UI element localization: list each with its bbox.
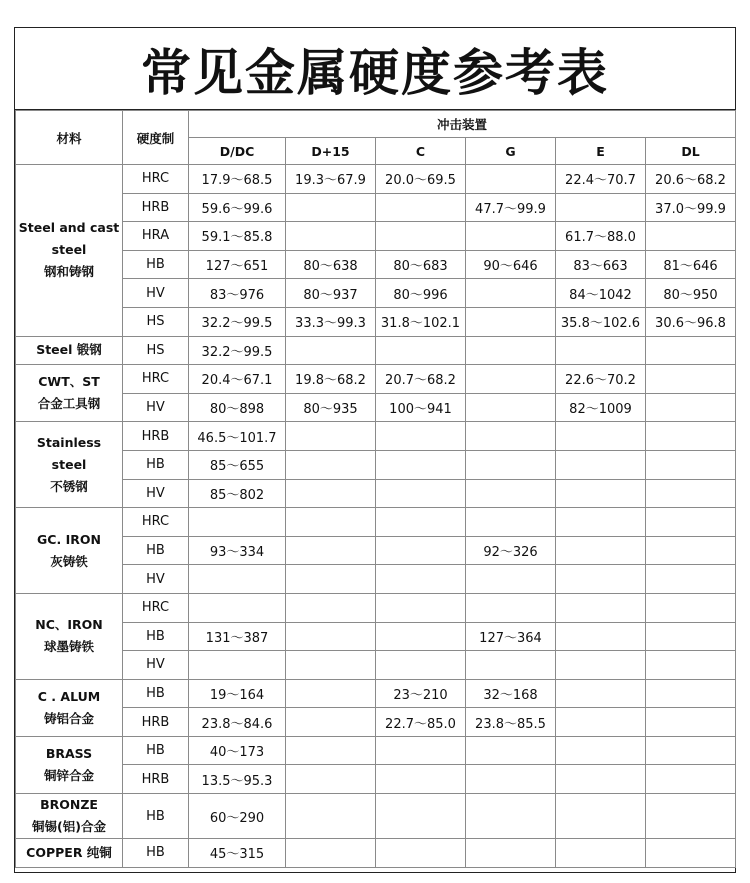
header-device-g: G: [466, 138, 556, 165]
table-row: [16, 839, 736, 868]
scale-cell: HB: [123, 622, 189, 651]
scale-cell: HRB: [123, 708, 189, 737]
value-cell-g: 92～326: [466, 536, 556, 565]
value-cell-d-dc: 32.2～99.5: [189, 336, 286, 365]
value-cell-d15: 33.3～99.3: [286, 307, 376, 336]
value-cell-g: 127～364: [466, 622, 556, 651]
value-cell-d-dc: 85～655: [189, 450, 286, 479]
value-cell-d-dc: 23.8～84.6: [189, 708, 286, 737]
value-cell-d-dc: [189, 593, 286, 622]
value-cell-d15: [286, 422, 376, 451]
value-cell-e: [556, 622, 646, 651]
table-row: [16, 536, 736, 565]
header-scale: 硬度制: [123, 111, 189, 165]
value-cell-dl: 30.6～96.8: [646, 307, 736, 336]
scale-cell: HRC: [123, 593, 189, 622]
table-row: [16, 165, 736, 194]
value-cell-e: [556, 479, 646, 508]
material-label: Steel and cast: [18, 220, 120, 236]
value-cell-e: [556, 593, 646, 622]
value-cell-dl: [646, 336, 736, 365]
material-label: CWT、ST: [38, 374, 100, 390]
scale-cell: HRA: [123, 222, 189, 251]
material-label: 钢和铸钢: [43, 264, 94, 280]
value-cell-c: [376, 794, 466, 839]
value-cell-d-dc: [189, 565, 286, 594]
value-cell-c: 20.0～69.5: [376, 165, 466, 194]
value-cell-dl: [646, 365, 736, 394]
value-cell-e: [556, 679, 646, 708]
value-cell-g: [466, 365, 556, 394]
value-cell-g: 90～646: [466, 250, 556, 279]
value-cell-e: 84～1042: [556, 279, 646, 308]
value-cell-e: [556, 450, 646, 479]
scale-cell: HB: [123, 794, 189, 839]
value-cell-dl: [646, 622, 736, 651]
material-label: C . ALUM: [37, 688, 101, 704]
table-row: [16, 565, 736, 594]
value-cell-d-dc: 93～334: [189, 536, 286, 565]
value-cell-c: [376, 450, 466, 479]
value-cell-g: 32～168: [466, 679, 556, 708]
value-cell-dl: [646, 479, 736, 508]
value-cell-dl: [646, 651, 736, 680]
value-cell-d-dc: 45～315: [189, 839, 286, 868]
table-row: [16, 222, 736, 251]
value-cell-d-dc: 32.2～99.5: [189, 307, 286, 336]
material-label: BRASS: [45, 745, 93, 761]
value-cell-c: [376, 651, 466, 680]
value-cell-d-dc: 83～976: [189, 279, 286, 308]
value-cell-dl: [646, 422, 736, 451]
value-cell-d-dc: [189, 508, 286, 537]
value-cell-g: [466, 565, 556, 594]
table-row: [16, 708, 736, 737]
value-cell-d-dc: [189, 651, 286, 680]
value-cell-d15: [286, 450, 376, 479]
value-cell-d-dc: 127～651: [189, 250, 286, 279]
value-cell-g: [466, 222, 556, 251]
value-cell-dl: [646, 765, 736, 794]
value-cell-dl: [646, 736, 736, 765]
value-cell-dl: [646, 393, 736, 422]
table-row: [16, 193, 736, 222]
scale-cell: HRB: [123, 193, 189, 222]
value-cell-e: [556, 193, 646, 222]
value-cell-g: [466, 279, 556, 308]
value-cell-d15: 80～935: [286, 393, 376, 422]
material-cell: [16, 336, 123, 365]
value-cell-e: 35.8～102.6: [556, 307, 646, 336]
value-cell-dl: [646, 839, 736, 868]
table-row: [16, 508, 736, 537]
scale-cell: HRB: [123, 765, 189, 794]
value-cell-dl: [646, 794, 736, 839]
value-cell-c: [376, 622, 466, 651]
value-cell-c: 80～683: [376, 250, 466, 279]
value-cell-e: [556, 336, 646, 365]
value-cell-d15: [286, 708, 376, 737]
value-cell-g: [466, 765, 556, 794]
hardness-table: [15, 110, 736, 868]
header-device-group: 冲击装置: [189, 111, 736, 138]
value-cell-dl: [646, 565, 736, 594]
value-cell-dl: 81～646: [646, 250, 736, 279]
value-cell-e: [556, 839, 646, 868]
material-label: 铸铝合金: [43, 710, 94, 726]
value-cell-d-dc: 40～173: [189, 736, 286, 765]
value-cell-e: 82～1009: [556, 393, 646, 422]
value-cell-g: [466, 393, 556, 422]
material-label: 灰铸铁: [50, 553, 88, 569]
value-cell-e: [556, 536, 646, 565]
value-cell-d15: [286, 593, 376, 622]
value-cell-d15: [286, 794, 376, 839]
value-cell-d-dc: 60～290: [189, 794, 286, 839]
value-cell-c: [376, 536, 466, 565]
material-label: 铜锌合金: [43, 767, 94, 783]
material-label: 不锈钢: [50, 478, 88, 494]
material-label: NC、IRON: [35, 617, 103, 633]
value-cell-c: [376, 736, 466, 765]
value-cell-c: [376, 193, 466, 222]
value-cell-c: [376, 765, 466, 794]
table-row: [16, 450, 736, 479]
value-cell-d15: 80～638: [286, 250, 376, 279]
scale-cell: HRC: [123, 365, 189, 394]
material-label: Stainless: [36, 434, 102, 450]
material-cell: [16, 794, 123, 839]
header-device-c: C: [376, 138, 466, 165]
value-cell-dl: 80～950: [646, 279, 736, 308]
scale-cell: HB: [123, 679, 189, 708]
material-label: 球墨铸铁: [43, 639, 94, 655]
table-row: [16, 794, 736, 839]
scale-cell: HB: [123, 450, 189, 479]
value-cell-d15: [286, 651, 376, 680]
value-cell-dl: [646, 708, 736, 737]
value-cell-g: [466, 165, 556, 194]
material-label: COPPER 纯铜: [26, 844, 112, 860]
value-cell-g: [466, 450, 556, 479]
material-cell: [16, 422, 123, 508]
table-row: [16, 336, 736, 365]
scale-cell: HB: [123, 736, 189, 765]
value-cell-e: [556, 794, 646, 839]
value-cell-d15: [286, 565, 376, 594]
value-cell-c: 31.8～102.1: [376, 307, 466, 336]
value-cell-c: [376, 839, 466, 868]
scale-cell: HRC: [123, 165, 189, 194]
value-cell-g: [466, 794, 556, 839]
material-label: BRONZE: [40, 797, 98, 813]
value-cell-c: [376, 336, 466, 365]
material-label: steel: [51, 242, 87, 258]
value-cell-g: [466, 593, 556, 622]
value-cell-c: 100～941: [376, 393, 466, 422]
value-cell-e: [556, 708, 646, 737]
scale-cell: HV: [123, 651, 189, 680]
value-cell-d-dc: 17.9～68.5: [189, 165, 286, 194]
table-row: [16, 679, 736, 708]
table-row: [16, 622, 736, 651]
value-cell-d15: [286, 622, 376, 651]
table-body: [16, 165, 736, 868]
value-cell-g: [466, 307, 556, 336]
value-cell-g: [466, 651, 556, 680]
table-row: [16, 307, 736, 336]
value-cell-e: [556, 508, 646, 537]
value-cell-e: 22.6～70.2: [556, 365, 646, 394]
material-label: 合金工具钢: [37, 396, 101, 412]
value-cell-d-dc: 85～802: [189, 479, 286, 508]
material-label: Steel 锻钢: [36, 342, 102, 358]
table-row: [16, 279, 736, 308]
value-cell-c: 22.7～85.0: [376, 708, 466, 737]
value-cell-e: [556, 651, 646, 680]
value-cell-d-dc: 131～387: [189, 622, 286, 651]
value-cell-d-dc: 46.5～101.7: [189, 422, 286, 451]
table-row: [16, 651, 736, 680]
scale-cell: HB: [123, 536, 189, 565]
value-cell-d15: [286, 508, 376, 537]
table-row: [16, 365, 736, 394]
scale-cell: HRB: [123, 422, 189, 451]
value-cell-d15: [286, 193, 376, 222]
value-cell-d-dc: 19～164: [189, 679, 286, 708]
value-cell-c: [376, 422, 466, 451]
table-row: [16, 479, 736, 508]
value-cell-c: [376, 479, 466, 508]
material-cell: [16, 508, 123, 594]
value-cell-e: 61.7～88.0: [556, 222, 646, 251]
value-cell-d-dc: 13.5～95.3: [189, 765, 286, 794]
value-cell-d15: 80～937: [286, 279, 376, 308]
page-title: 常见金属硬度参考表: [15, 28, 735, 110]
table-row: [16, 393, 736, 422]
material-cell: [16, 736, 123, 793]
header-device-d-dc: D/DC: [189, 138, 286, 165]
value-cell-e: 22.4～70.7: [556, 165, 646, 194]
value-cell-c: [376, 222, 466, 251]
scale-cell: HV: [123, 565, 189, 594]
value-cell-dl: [646, 508, 736, 537]
value-cell-dl: 37.0～99.9: [646, 193, 736, 222]
value-cell-c: 23～210: [376, 679, 466, 708]
value-cell-e: [556, 765, 646, 794]
material-label: steel: [51, 456, 87, 472]
value-cell-d15: [286, 336, 376, 365]
value-cell-d15: [286, 736, 376, 765]
value-cell-d-dc: 80～898: [189, 393, 286, 422]
value-cell-d15: [286, 536, 376, 565]
value-cell-dl: [646, 536, 736, 565]
value-cell-d15: [286, 479, 376, 508]
value-cell-g: [466, 839, 556, 868]
material-cell: [16, 679, 123, 736]
value-cell-dl: [646, 593, 736, 622]
header-device-e: E: [556, 138, 646, 165]
value-cell-dl: [646, 679, 736, 708]
value-cell-e: [556, 736, 646, 765]
table-row: [16, 422, 736, 451]
material-label: 铜锡(铝)合金: [32, 819, 106, 835]
scale-cell: HB: [123, 250, 189, 279]
value-cell-e: 83～663: [556, 250, 646, 279]
value-cell-e: [556, 565, 646, 594]
value-cell-dl: 20.6～68.2: [646, 165, 736, 194]
value-cell-c: [376, 565, 466, 594]
scale-cell: HV: [123, 393, 189, 422]
value-cell-d-dc: 20.4～67.1: [189, 365, 286, 394]
value-cell-d15: 19.8～68.2: [286, 365, 376, 394]
value-cell-dl: [646, 222, 736, 251]
material-cell: [16, 365, 123, 422]
scale-cell: HS: [123, 307, 189, 336]
table-row: [16, 250, 736, 279]
header-material: 材料: [16, 111, 123, 165]
table-row: [16, 593, 736, 622]
value-cell-g: [466, 422, 556, 451]
value-cell-d15: 19.3～67.9: [286, 165, 376, 194]
value-cell-d15: [286, 222, 376, 251]
scale-cell: HB: [123, 839, 189, 868]
scale-cell: HS: [123, 336, 189, 365]
material-cell: [16, 839, 123, 868]
value-cell-d15: [286, 765, 376, 794]
value-cell-e: [556, 422, 646, 451]
value-cell-g: [466, 736, 556, 765]
value-cell-d15: [286, 839, 376, 868]
material-cell: [16, 165, 123, 337]
hardness-reference-sheet: [14, 27, 736, 873]
value-cell-g: [466, 508, 556, 537]
header-device-dl: DL: [646, 138, 736, 165]
value-cell-d-dc: 59.1～85.8: [189, 222, 286, 251]
value-cell-g: [466, 336, 556, 365]
material-label: GC. IRON: [37, 531, 101, 547]
value-cell-c: [376, 508, 466, 537]
material-cell: [16, 593, 123, 679]
value-cell-c: 80～996: [376, 279, 466, 308]
table-row: [16, 765, 736, 794]
value-cell-g: [466, 479, 556, 508]
value-cell-g: 23.8～85.5: [466, 708, 556, 737]
value-cell-c: [376, 593, 466, 622]
table-row: [16, 736, 736, 765]
value-cell-g: 47.7～99.9: [466, 193, 556, 222]
value-cell-d15: [286, 679, 376, 708]
value-cell-c: 20.7～68.2: [376, 365, 466, 394]
scale-cell: HRC: [123, 508, 189, 537]
scale-cell: HV: [123, 479, 189, 508]
value-cell-dl: [646, 450, 736, 479]
header-device-d15: D+15: [286, 138, 376, 165]
value-cell-d-dc: 59.6～99.6: [189, 193, 286, 222]
scale-cell: HV: [123, 279, 189, 308]
